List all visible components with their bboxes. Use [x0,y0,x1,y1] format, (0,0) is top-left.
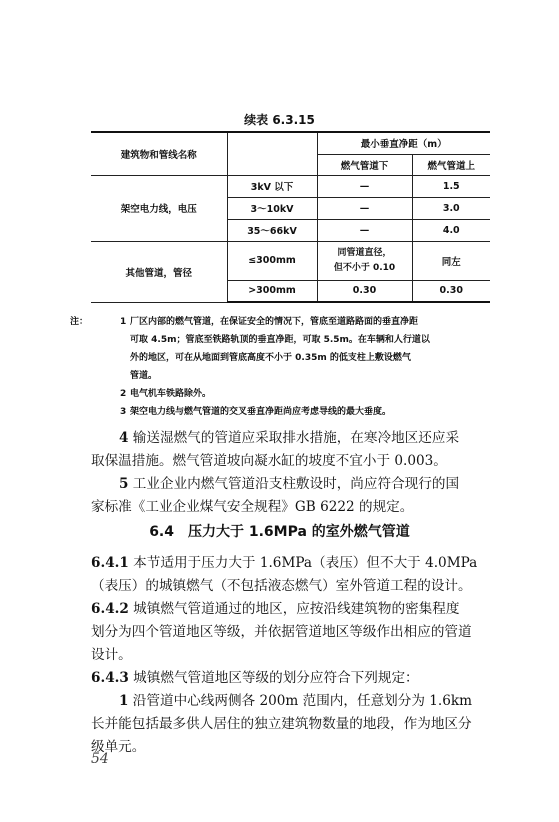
clause-6-4-1 [91,552,496,598]
note-item [70,385,500,403]
item-number: 4 [119,430,129,446]
table-cell-above: 同左 [412,241,490,280]
item-number: 5 [119,476,129,492]
note-line: 管道。 [130,371,158,381]
clause-number: 6.4.3 [91,670,129,686]
note-number: 2 [120,389,127,399]
note-line: 厂区内部的燃气管道，在保证安全的情况下，管底至道路路面的垂直净距 [130,317,419,327]
table-cell-above: 0.30 [412,280,490,302]
table-caption: 续表 6.3.15 [244,113,315,127]
note-line: 外的地区，可在从地面到管底高度不小于 0.35m 的低支柱上敷设燃气 [130,353,411,363]
note-line: 电气机车铁路除外。 [130,389,212,399]
note-line: 可取 4.5m；管底至铁路轨顶的垂直净距，可取 5.5m。在车辆和人行道以 [130,335,430,345]
text-line [91,427,496,450]
cell-line: 但不小于 0.10 [333,262,396,273]
item-number: 1 [119,693,129,709]
text-line: 家标准《工业企业煤气安全规程》GB 6222 的规定。 [91,499,414,515]
header-below-pipe: 燃气管道下 [317,154,412,175]
note-number: 3 [120,407,127,417]
text-line: （表压）的城镇燃气（不包括液态燃气）室外管道工程的设计。 [91,578,472,594]
note-item [70,313,500,385]
cell-line: 同管道直径， [337,247,392,258]
text-span: 城镇燃气管道通过的地区，应按沿线建筑物的密集程度 [133,601,460,617]
clause-number: 6.4.2 [91,601,129,617]
text-span: 城镇燃气管道地区等级的划分应符合下列规定： [133,670,419,686]
text-line [91,473,496,496]
table-cell-below: — [317,197,412,219]
clause-6-4-3 [91,667,496,759]
table-cell-above: 3.0 [412,197,490,219]
section-heading: 6.4 压力大于 1.6MPa 的室外燃气管道 [149,524,410,540]
text-span: 输送湿燃气的管道应采取排水措施，在寒冷地区还应采 [132,430,460,446]
table-cell-above: 4.0 [412,219,490,241]
text-line: 长并能包括最多供人居住的独立建筑物数量的地段，作为地区分 [91,716,472,732]
table-cell-condition: ≤300mm [227,241,317,280]
text-line [91,552,496,575]
text-line [91,667,496,690]
table-cell-condition: 3kV 以下 [227,175,317,197]
text-line: 级单元。 [91,739,146,755]
header-min-clearance: 最小垂直净距（m） [317,132,490,154]
page-number: 54 [91,751,109,767]
note-number: 1 [120,317,127,327]
table-cell-below: — [317,219,412,241]
text-span: 本节适用于压力大于 1.6MPa（表压）但不大于 4.0MPa [133,555,478,571]
text-span: 沿管道中心线两侧各 200m 范围内，任意划分为 1.6km [132,693,473,709]
header-above-pipe: 燃气管道上 [412,154,490,175]
note-item [70,403,500,421]
header-building-name: 建筑物和管线名称 [91,132,227,175]
text-span: 工业企业内燃气管道沿支柱敷设时，尚应符合现行的国 [132,476,460,492]
paragraph-item-5 [91,473,496,519]
table-cell-condition: 35～66kV [227,219,317,241]
table-cell-condition: >300mm [227,280,317,302]
text-line [91,598,496,621]
text-line [91,690,496,713]
group-other-pipes: 其他管道，管径 [91,241,227,302]
table-notes [70,313,500,421]
text-line: 取保温措施。燃气管道坡向凝水缸的坡度不宜小于 0.003。 [91,453,447,469]
table-cell-above: 1.5 [412,175,490,197]
header-blank [227,132,317,175]
table-cell-below: — [317,175,412,197]
text-line: 设计。 [91,647,132,663]
clause-number: 6.4.1 [91,555,129,571]
group-power-line: 架空电力线，电压 [91,175,227,241]
table-cell-below: 0.30 [317,280,412,302]
clause-6-4-2 [91,598,496,667]
paragraph-item-4 [91,427,496,473]
clearance-table [91,131,490,303]
text-line: 划分为四个管道地区等级，并依据管道地区等级作出相应的管道 [91,624,472,640]
table-cell-below [317,241,412,280]
table-cell-condition: 3～10kV [227,197,317,219]
note-line: 架空电力线与燃气管道的交叉垂直净距尚应考虑导线的最大垂度。 [130,407,392,417]
note-label: 注： [70,317,89,327]
